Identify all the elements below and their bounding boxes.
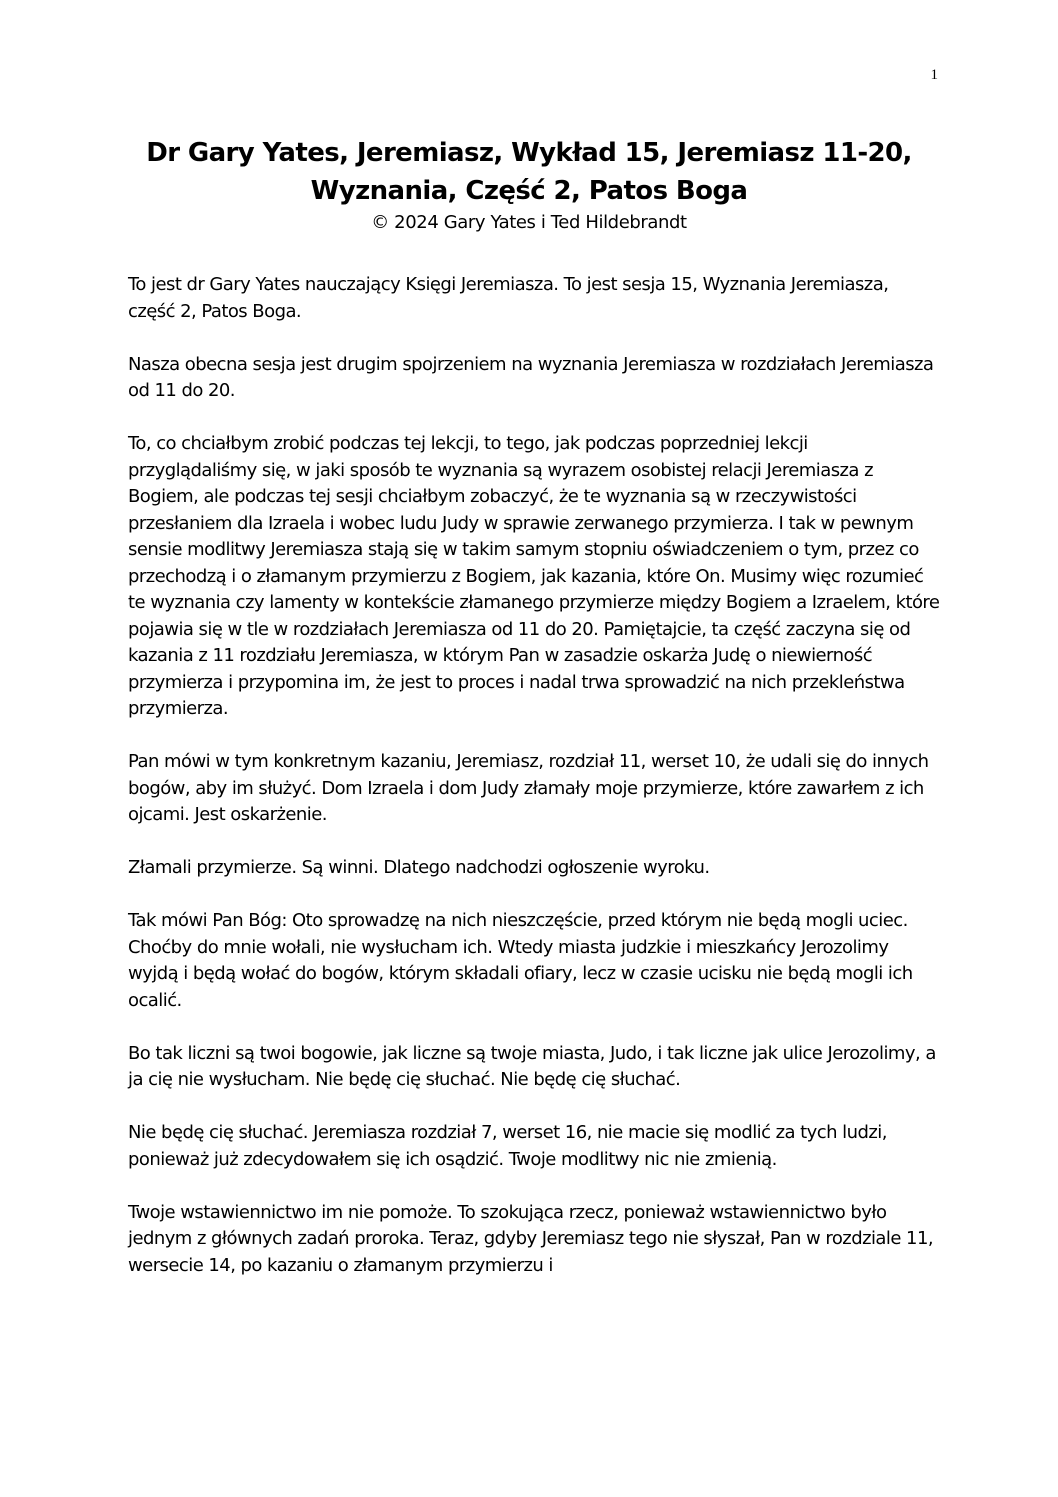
- paragraph: To, co chciałbym zrobić podczas tej lekcji, to tego, jak podczas poprzedniej lekcji przyglądaliśmy się, w jaki sposób te wyznania są wyrazem osobistej relacji Jeremiasza z Bogiem, ale podczas tej sesji chciałbym zobaczyć, że te wyznania są w rzeczywistości przesłaniem dla Izraela i wobec ludu Judy w sprawie zerwanego przymierza. I tak w pewnym sensie modlitwy Jeremiasza stają się w takim samym stopniu oświadczeniem o tym, przez co przechodzą i o złamanym przymierzu z Bogiem, jak kazania, które On. Musimy więc rozumieć te wyznania czy lamenty w kontekście złamanego przymierze między Bogiem a Izraelem, które pojawia się w tle w rozdziałach Jeremiasza od 11 do 20. Pamiętajcie, ta część zaczyna się od kazania z 11 rozdziału Jeremiasza, w którym Pan w zasadzie oskarża Judę o niewierność przymierza i przypomina im, że jest to proces i nadal trwa sprowadzić na nich przekleństwa przymierza.: [128, 433, 940, 719]
- document-title: [100, 134, 958, 210]
- page-number: 1: [930, 67, 938, 83]
- title-line-2: Wyznania, Część 2, Patos Boga: [310, 176, 748, 206]
- paragraph: Bo tak liczni są twoi bogowie, jak liczne są twoje miasta, Judo, i tak liczne jak ulice Jerozolimy, a ja cię nie wysłucham. Nie będę cię słuchać. Nie będę cię słuchać.: [128, 1042, 936, 1090]
- document-header: [100, 134, 958, 236]
- paragraph: Nie będę cię słuchać. Jeremiasza rozdział 7, werset 16, nie macie się modlić za tych ludzi, ponieważ już zdecydowałem się ich osądzić. Twoje modlitwy nic nie zmienią.: [128, 1122, 887, 1170]
- paragraph: To jest dr Gary Yates nauczający Księgi Jeremiasza. To jest sesja 15, Wyznania Jeremiasza, część 2, Patos Boga.: [128, 274, 889, 322]
- paragraph: Złamali przymierze. Są winni. Dlatego nadchodzi ogłoszenie wyroku.: [128, 857, 710, 878]
- paragraph: Twoje wstawiennictwo im nie pomoże. To szokująca rzecz, ponieważ wstawiennictwo było jednym z głównych zadań proroka. Teraz, gdyby Jeremiasz tego nie słyszał, Pan w rozdziale 11, wersecie 14, po kazaniu o złamanym przymierzu i: [128, 1201, 934, 1276]
- paragraph: Tak mówi Pan Bóg: Oto sprowadzę na nich nieszczęście, przed którym nie będą mogli uciec. Choćby do mnie wołali, nie wysłucham ich. Wtedy miasta judzkie i mieszkańcy Jerozolimy wyjdą i będą wołać do bogów, którym składali ofiary, lecz w czasie ucisku nie będą mogli ich ocalić.: [128, 910, 913, 1011]
- copyright-line: © 2024 Gary Yates i Ted Hildebrandt: [371, 212, 687, 233]
- document-body: [128, 272, 940, 1306]
- paragraph: Pan mówi w tym konkretnym kazaniu, Jeremiasz, rozdział 11, werset 10, że udali się do innych bogów, aby im służyć. Dom Izraela i dom Judy złamały moje przymierze, które zawarłem z ich ojcami. Jest oskarżenie.: [128, 751, 929, 825]
- paragraph: Nasza obecna sesja jest drugim spojrzeniem na wyznania Jeremiasza w rozdziałach Jeremiasza od 11 do 20.: [128, 353, 934, 401]
- title-line-1: Dr Gary Yates, Jeremiasz, Wykład 15, Jeremiasz 11-20,: [146, 138, 912, 168]
